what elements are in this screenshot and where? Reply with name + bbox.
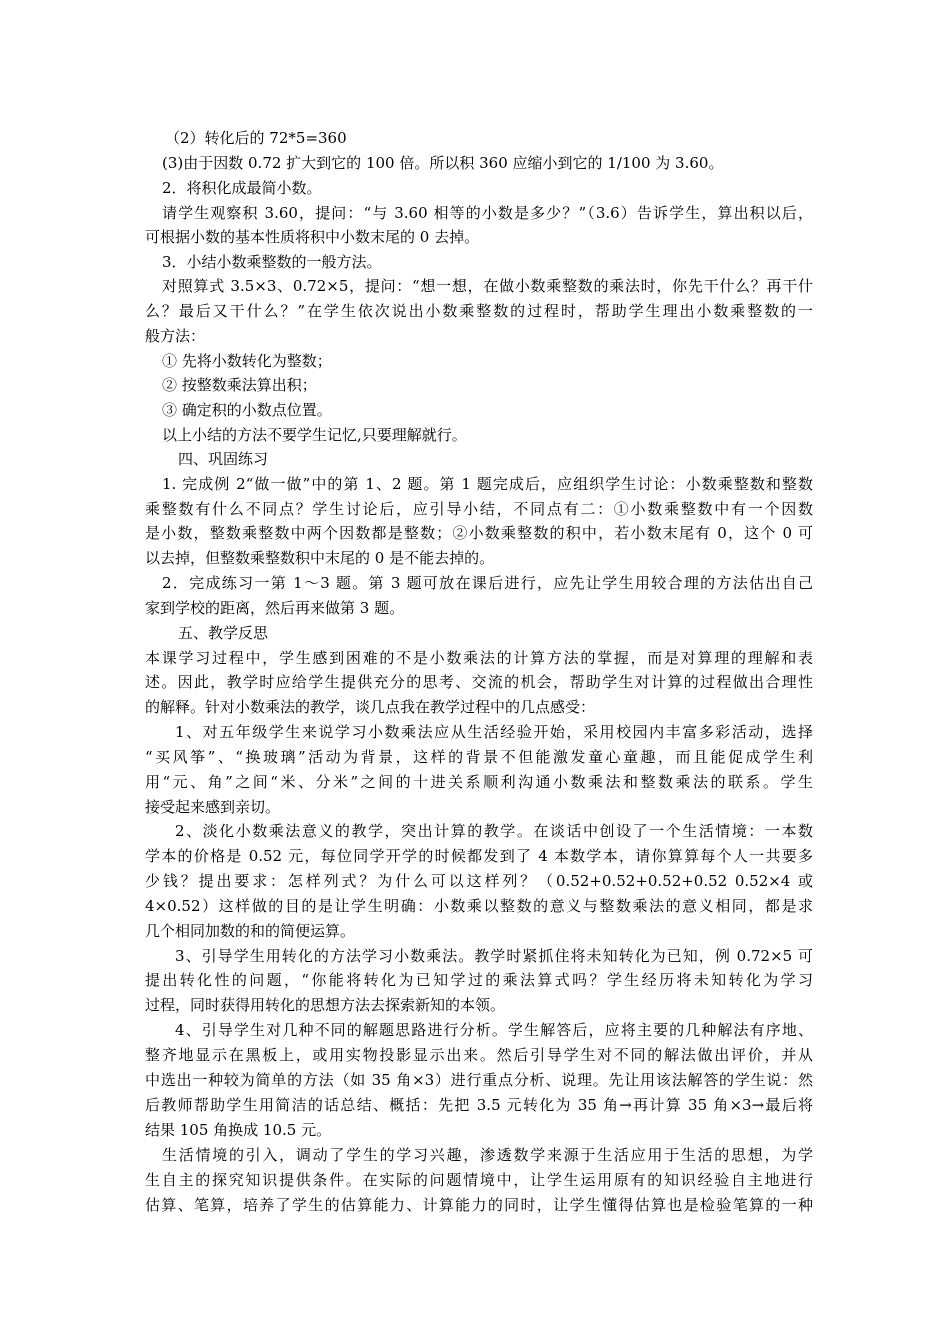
section-heading: 五、教学反思	[178, 624, 269, 642]
text-line: (3)由于因数 0.72 扩大到它的 100 倍。所以积 360 应缩小到它的 1/100 为 3.60。	[162, 154, 724, 172]
text-line: 3、引导学生用转化的方法学习小数乘法。教学时紧抓住将未知转化为已知，例 0.72×5 可	[175, 947, 813, 965]
text-line: 般方法：	[145, 327, 206, 345]
text-line: 是小数，整数乘整数中两个因数都是整数；②小数乘整数的积中，若小数末尾有 0，这个 0 可	[145, 524, 813, 542]
text-line: 后教师帮助学生用简洁的话总结、概括：先把 3.5 元转化为 35 角→再计算 35 角×3→最后将	[145, 1096, 813, 1114]
text-line: 中选出一种较为简单的方法（如 35 角×3）进行重点分析、说理。先让用该法解答的学生说：然	[145, 1071, 813, 1089]
text-line: 1. 完成例 2“做一做”中的第 1、2 题。第 1 题完成后，应组织学生讨论：小数乘整数和整数	[162, 475, 813, 493]
text-line: 对照算式 3.5×3、0.72×5，提问：“想一想，在做小数乘整数的乘法时，你先干什么？再干什	[162, 277, 813, 295]
text-line: 1、对五年级学生来说学习小数乘法应从生活经验开始，采用校园内丰富多彩活动，选择	[175, 723, 813, 741]
text-line: 整齐地显示在黑板上，或用实物投影显示出来。然后引导学生对不同的解法做出评价，并从	[145, 1046, 813, 1064]
text-line: 以上小结的方法不要学生记忆,只要理解就行。	[162, 426, 467, 444]
text-line: “买风筝”、“换玻璃”活动为背景，这样的背景不但能激发童心童趣，而且能促成学生利	[145, 748, 813, 766]
text-line: 本课学习过程中，学生感到困难的不是小数乘法的计算方法的掌握，而是对算理的理解和表	[145, 649, 813, 667]
text-line: 2．将积化成最简小数。	[162, 179, 322, 197]
text-line: 生活情境的引入，调动了学生的学习兴趣，渗透数学来源于生活应用于生活的思想，为学	[162, 1146, 813, 1164]
text-line: ③ 确定积的小数点位置。	[162, 401, 332, 419]
text-line: 家到学校的距离，然后再来做第 3 题。	[145, 599, 405, 617]
text-line: 3．小结小数乘整数的一般方法。	[162, 253, 382, 271]
text-line: 用“元、角”之间“米、分米”之间的十进关系顺利沟通小数乘法和整数乘法的联系。学生	[145, 773, 813, 791]
text-line: ② 按整数乘法算出积；	[162, 376, 317, 394]
text-line: 2、淡化小数乘法意义的教学，突出计算的教学。在谈话中创设了一个生活情境：一本数	[175, 822, 813, 840]
text-line: 提出转化性的问题，“你能将转化为已知学过的乘法算式吗？学生经历将未知转化为学习	[145, 971, 813, 989]
text-line: ① 先将小数转化为整数；	[162, 352, 332, 370]
text-line: 么？最后又干什么？”在学生依次说出小数乘整数的过程时，帮助学生理出小数乘整数的一	[145, 302, 813, 320]
text-line: 生自主的探究知识提供条件。在实际的问题情境中，让学生运用原有的知识经验自主地进行	[145, 1171, 813, 1189]
text-line: 结果 105 角换成 10.5 元。	[145, 1121, 332, 1139]
text-line: （2）转化后的 72*5=360	[165, 129, 347, 147]
text-line: 几个相同加数的和的简便运算。	[145, 922, 356, 940]
text-line: 述。因此，教学时应给学生提供充分的思考、交流的机会，帮助学生对计算的过程做出合理性	[145, 673, 813, 691]
text-line: 请学生观察积 3.60，提问：“与 3.60 相等的小数是多少？”（3.6）告诉学生，算出积以后，	[162, 204, 813, 222]
text-line: 以去掉，但整数乘整数积中末尾的 0 是不能去掉的。	[145, 549, 495, 567]
text-line: 乘整数有什么不同点？学生讨论后，应引导小结，不同点有二：①小数乘整数中有一个因数	[145, 500, 813, 518]
section-heading: 四、巩固练习	[178, 450, 269, 468]
text-line: 2．完成练习一第 1～3 题。第 3 题可放在课后进行，应先让学生用较合理的方法估出自己	[162, 574, 813, 592]
text-line: 4×0.52）这样做的目的是让学生明确：小数乘以整数的意义与整数乘法的意义相同，都是求	[145, 897, 813, 915]
text-line: 学本的价格是 0.52 元，每位同学开学的时候都发到了 4 本数学本，请你算算每个人一共要多	[145, 847, 813, 865]
text-line: 少钱？提出要求：怎样列式？为什么可以这样列？（0.52+0.52+0.52+0.52 0.52×4 或	[145, 872, 813, 890]
text-line: 接受起来感到亲切。	[145, 798, 281, 816]
text-line: 4、引导学生对几种不同的解题思路进行分析。学生解答后，应将主要的几种解法有序地、	[175, 1021, 813, 1039]
text-line: 可根据小数的基本性质将积中小数末尾的 0 去掉。	[145, 228, 480, 246]
text-line: 估算、笔算，培养了学生的估算能力、计算能力的同时，让学生懂得估算也是检验笔算的一种	[145, 1196, 813, 1214]
text-line: 过程，同时获得用转化的思想方法去探索新知的本领。	[145, 996, 506, 1014]
text-line: 的解释。针对小数乘法的教学，谈几点我在教学过程中的几点感受：	[145, 698, 596, 716]
